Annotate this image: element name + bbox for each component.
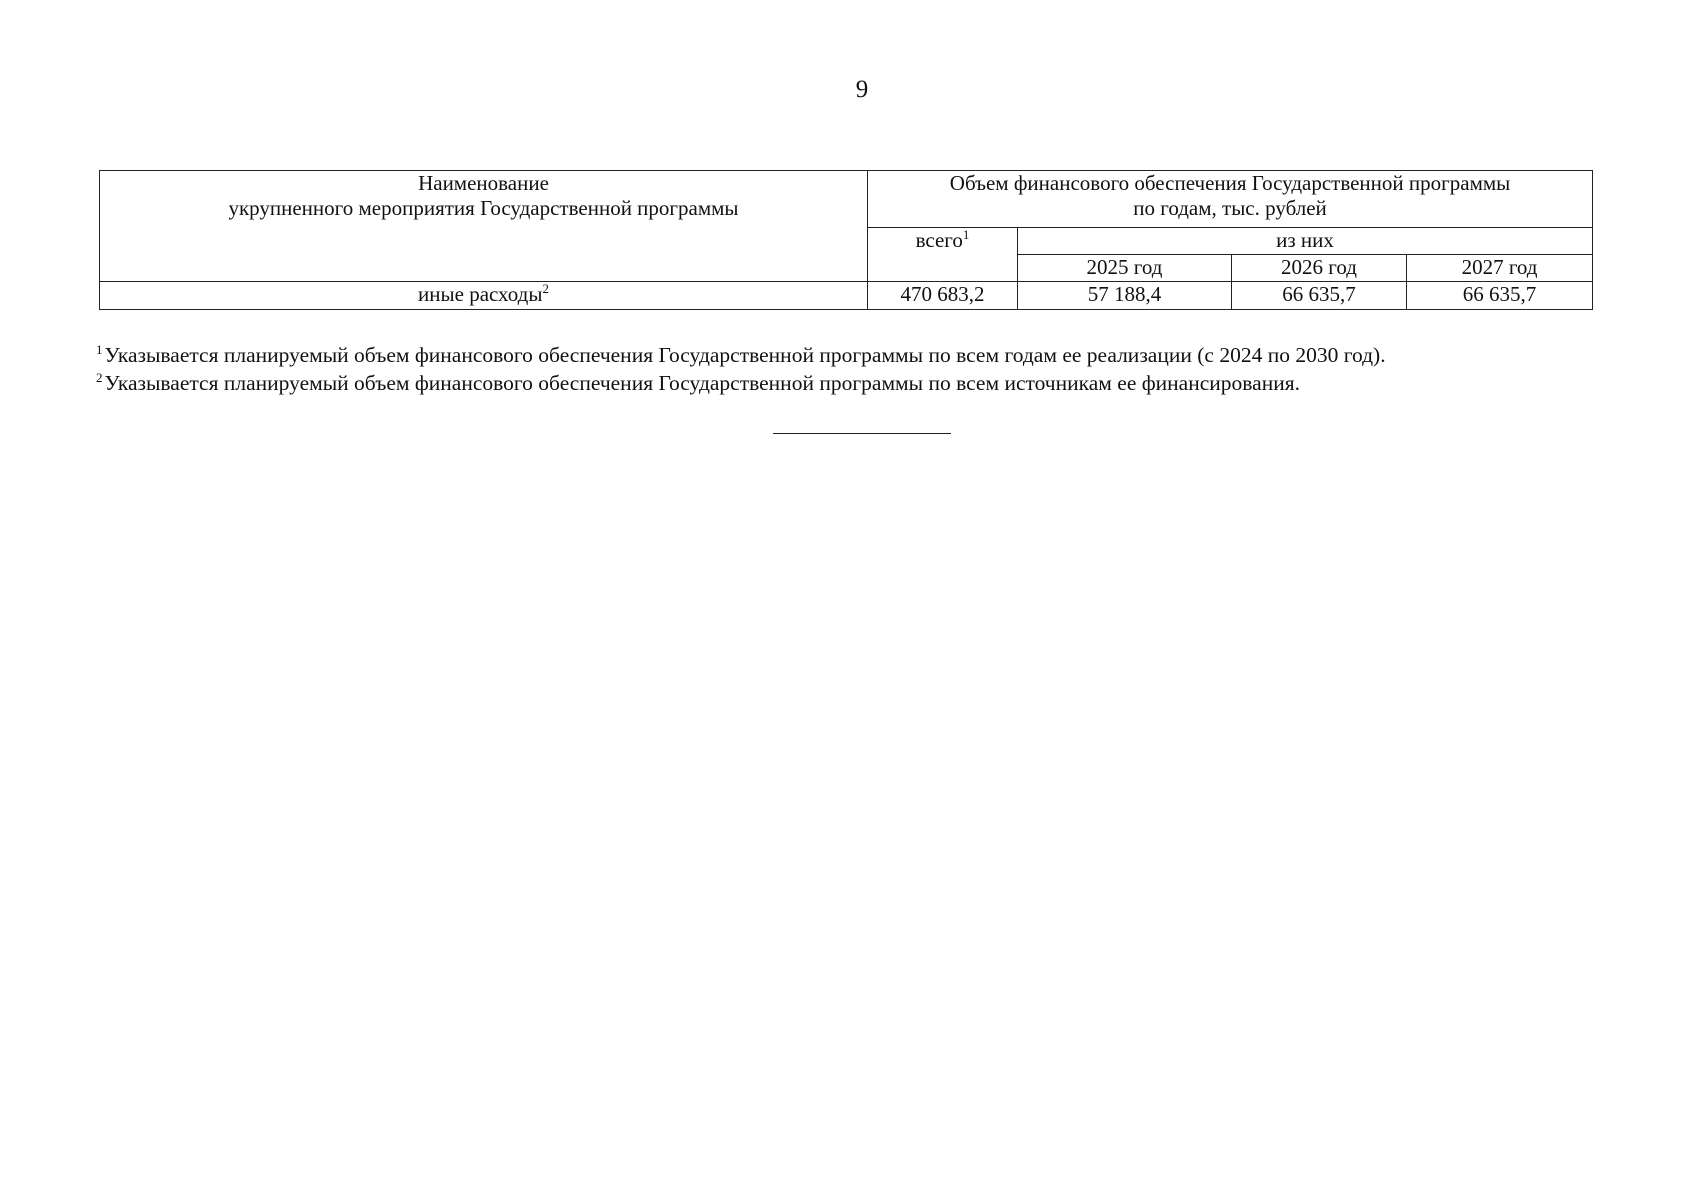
table-row (100, 282, 1593, 310)
row-value-2025: 57 188,4 (1018, 282, 1232, 310)
footnote-2 (96, 369, 1656, 397)
row-value-2026: 66 635,7 (1232, 282, 1407, 310)
header-of-them: из них (1018, 228, 1593, 255)
footnote-1 (96, 341, 1656, 369)
row-total-value: 470 683,2 (868, 282, 1018, 310)
funding-table (99, 170, 1593, 310)
header-total-label: всего (915, 228, 963, 252)
footnote-ref-2: 2 (542, 281, 549, 296)
footnote-2-mark: 2 (96, 369, 103, 385)
header-funding-volume-line1: Объем финансового обеспечения Государственной программы (949, 171, 1511, 195)
header-funding-volume-line2: по годам, тыс. рублей (1133, 196, 1327, 220)
end-divider (773, 433, 951, 434)
footnote-ref-1: 1 (962, 227, 970, 242)
header-activity-name-line1: Наименование (418, 171, 549, 195)
header-year-2025: 2025 год (1018, 255, 1232, 282)
row-activity-name (100, 282, 868, 310)
table-header-row (100, 171, 1593, 228)
header-total (868, 228, 1018, 282)
header-activity-name (100, 171, 868, 282)
footnote-2-text: Указывается планируемый объем финансового обеспечения Государственной программы по всем источникам ее финансирования. (104, 371, 1300, 395)
footnote-1-text: Указывается планируемый объем финансового обеспечения Государственной программы по всем годам ее реализации (с 2024 по 2030 год). (104, 343, 1386, 367)
header-year-2027: 2027 год (1407, 255, 1593, 282)
row-activity-name-text: иные расходы (418, 282, 543, 306)
row-value-2027: 66 635,7 (1407, 282, 1593, 310)
header-activity-name-line2: укрупненного мероприятия Государственной программы (228, 196, 739, 220)
header-funding-volume (868, 171, 1593, 228)
page-number: 9 (855, 76, 869, 103)
header-year-2026: 2026 год (1232, 255, 1407, 282)
footnote-1-mark: 1 (96, 341, 103, 357)
footnotes (96, 341, 1656, 397)
